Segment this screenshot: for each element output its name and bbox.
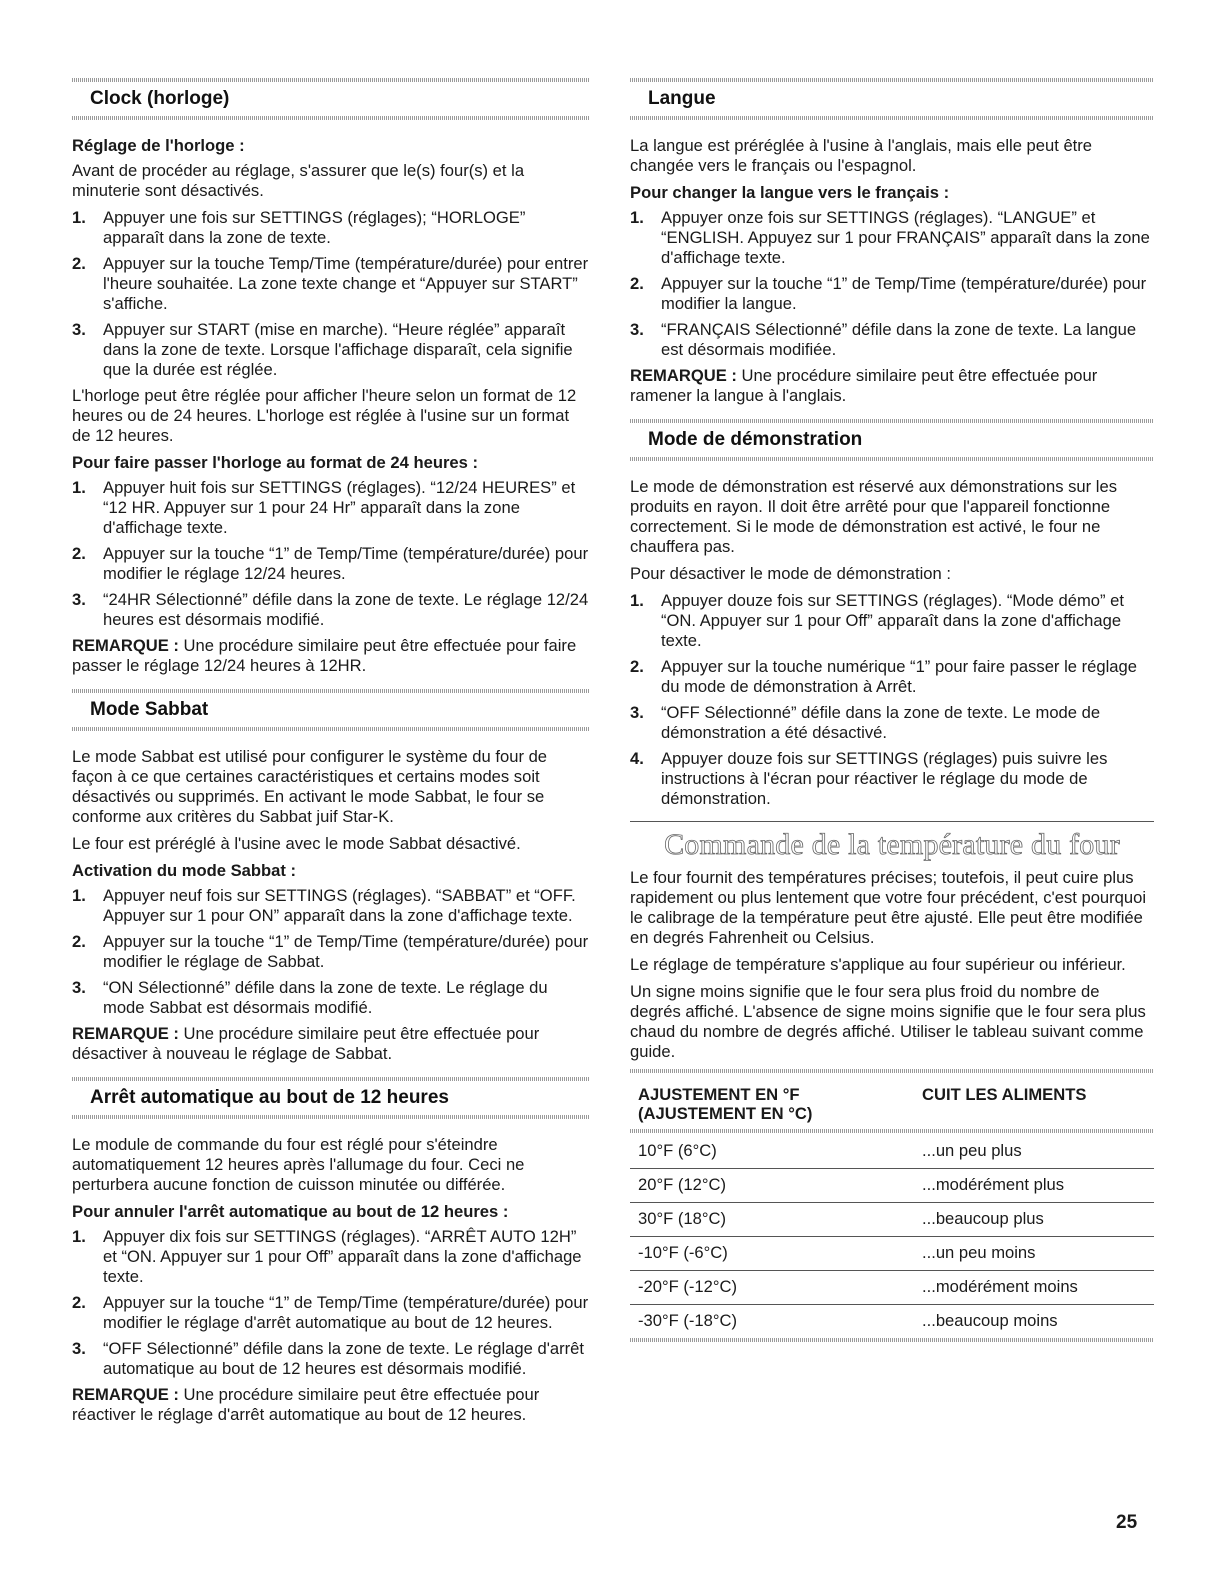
paragraph: Un signe moins signifie que le four sera plus froid du nombre de degrés affiché. L'absence de signe moins signifie que le four sera plus chaud du nombre de degrés affiché. Utiliser le tableau suivant comme guide. (630, 982, 1146, 1061)
paragraph: L'horloge peut être réglée pour afficher l'heure selon un format de 12 heures ou de 24 heures. L'horloge est réglée à l'usine sur un format de 12 heures. (72, 386, 577, 445)
list-item: 1. Appuyer huit fois sur SETTINGS (réglages). “12/24 HEURES” et “12 HR. Appuyer sur 1 pour 24 Hr” apparaît dans la zone d'affichage texte. (72, 478, 576, 537)
subheading: Réglage de l'horloge : (72, 136, 245, 155)
table-row: 10°F (6°C) ...un peu plus (630, 1135, 1154, 1169)
subheading: Pour annuler l'arrêt automatique au bout de 12 heures : (72, 1202, 509, 1221)
list-item: 2. Appuyer sur la touche numérique “1” pour faire passer le réglage du mode de démonstration à Arrêt. (630, 657, 1137, 696)
section-title: Clock (horloge) (90, 88, 230, 109)
section-title: Langue (648, 88, 716, 109)
section-header-demo (630, 413, 1154, 467)
section-title: Mode de démonstration (648, 429, 863, 450)
table-top-rule (630, 1069, 1154, 1073)
left-column (72, 72, 590, 1432)
paragraph: La langue est préréglée à l'usine à l'anglais, mais elle peut être changée vers le français ou l'espagnol. (630, 136, 1093, 175)
paragraph: Le four fournit des températures précises; toutefois, il peut cuire plus rapidement ou plus lentement que votre four précédent, c'est pourquoi le calibrage de la température peut être ajusté. Elle peut être modifiée en degrés Fahrenheit ou Celsius. (630, 868, 1147, 947)
list-item: 2. Appuyer sur la touche Temp/Time (température/durée) pour entrer l'heure souhaitée. La zone texte change et “Appuyer sur START” s'affiche. (72, 254, 589, 313)
steps-list (630, 591, 1154, 809)
table-header-row (630, 1077, 1154, 1130)
list-item: 2. Appuyer sur la touche “1” de Temp/Time (température/durée) pour modifier la langue. (630, 274, 1147, 313)
section-title: Mode Sabbat (90, 699, 209, 720)
major-section-title: Commande de la température du four (664, 828, 1120, 861)
column-header-adjustment: AJUSTEMENT EN °F (AJUSTEMENT EN °C) (638, 1085, 813, 1123)
list-item: 2. Appuyer sur la touche “1” de Temp/Time (température/durée) pour modifier le réglage de Sabbat. (72, 932, 589, 971)
table-row: 30°F (18°C) ...beaucoup plus (630, 1203, 1154, 1237)
right-column (630, 72, 1154, 1342)
section-header-langue (630, 72, 1154, 126)
subheading: Pour changer la langue vers le français : (630, 183, 950, 202)
section-title: Arrêt automatique au bout de 12 heures (90, 1087, 449, 1108)
paragraph: Le module de commande du four est réglé pour s'éteindre automatiquement 12 heures après l'allumage du four. Ceci ne perturbera aucune fonction de cuisson minutée ou différée. (72, 1135, 525, 1194)
remark: REMARQUE : Une procédure similaire peut être effectuée pour ramener la langue à l'anglais. (630, 366, 1098, 405)
list-item: 3. “OFF Sélectionné” défile dans la zone de texte. Le réglage d'arrêt automatique au bout de 12 heures est désormais modifié. (72, 1339, 584, 1378)
table-row: -30°F (-18°C) ...beaucoup moins (638, 1311, 1058, 1330)
steps-list (72, 208, 590, 380)
subheading: Activation du mode Sabbat : (72, 861, 297, 880)
list-item: 3. “24HR Sélectionné” défile dans la zone de texte. Le réglage 12/24 heures est désormais modifié. (72, 590, 589, 629)
section-header-clock (72, 72, 590, 126)
table-bottom-rule (630, 1338, 1154, 1342)
list-item: 1. Appuyer neuf fois sur SETTINGS (réglages). “SABBAT” et “OFF. Appuyer sur 1 pour ON” apparaît dans la zone d'affichage texte. (72, 886, 576, 925)
subheading: Pour faire passer l'horloge au format de 24 heures : (72, 453, 479, 472)
table-row: 20°F (12°C) ...modérément plus (630, 1169, 1154, 1203)
section-header-sabbat (72, 683, 590, 737)
list-item: 4. Appuyer douze fois sur SETTINGS (réglages) puis suivre les instructions à l'écran pour réactiver le réglage du mode de démonstration. (630, 749, 1108, 808)
list-item: 2. Appuyer sur la touche “1” de Temp/Time (température/durée) pour modifier le réglage 12/24 heures. (72, 544, 589, 583)
paragraph: Le réglage de température s'applique au four supérieur ou inférieur. (630, 955, 1126, 974)
list-item: 3. Appuyer sur START (mise en marche). “Heure réglée” apparaît dans la zone de texte. Lorsque l'affichage disparaît, cela signifie que la durée est réglée. (72, 320, 573, 379)
remark: REMARQUE : Une procédure similaire peut être effectuée pour faire passer le réglage 12/24 heures à 12HR. (72, 636, 577, 675)
list-item: 1. Appuyer onze fois sur SETTINGS (réglages). “LANGUE” et “ENGLISH. Appuyez sur 1 pour FRANÇAIS” apparaît dans la zone d'affichage texte. (630, 208, 1150, 267)
list-item: 3. “FRANÇAIS Sélectionné” défile dans la zone de texte. La langue est désormais modifiée. (630, 320, 1137, 359)
table-header-rule (630, 1129, 1154, 1133)
paragraph: Le four est préréglé à l'usine avec le mode Sabbat désactivé. (72, 834, 521, 853)
list-item: 1. Appuyer une fois sur SETTINGS (réglages); “HORLOGE” apparaît dans la zone de texte. (72, 208, 526, 247)
list-item: 3. “ON Sélectionné” défile dans la zone de texte. Le réglage du mode Sabbat est désormais modifié. (72, 978, 548, 1017)
paragraph: Pour désactiver le mode de démonstration : (630, 564, 951, 583)
steps-list (72, 886, 590, 1018)
adjustment-table-body (630, 1135, 1154, 1338)
section-divider (630, 821, 1154, 822)
table-row: -20°F (-12°C) ...modérément moins (630, 1271, 1154, 1305)
list-item: 1. Appuyer douze fois sur SETTINGS (réglages). “Mode démo” et “ON. Appuyer sur 1 pour Off” apparaît dans la zone d'affichage texte. (630, 591, 1124, 650)
table-row: -10°F (-6°C) ...un peu moins (630, 1237, 1154, 1271)
paragraph: Avant de procéder au réglage, s'assurer que le(s) four(s) et la minuterie sont désactivés. (72, 161, 525, 200)
paragraph: Le mode de démonstration est réservé aux démonstrations sur les produits en rayon. Il doit être arrêté pour que l'appareil fonctionne correctement. Si le mode de démonstration est activé, le four ne chauffera pas. (630, 477, 1118, 556)
remark: REMARQUE : Une procédure similaire peut être effectuée pour réactiver le réglage d'arrêt automatique au bout de 12 heures. (72, 1385, 540, 1424)
adjustment-table (630, 1075, 1154, 1129)
steps-list (72, 1227, 590, 1379)
section-header-arret (72, 1071, 590, 1125)
paragraph: Le mode Sabbat est utilisé pour configurer le système du four de façon à ce que certaines caractéristiques et certains modes soit désactivés ou supprimés. En activant le mode Sabbat, le four se conforme aux critères du Sabbat juif Star-K. (72, 747, 548, 826)
remark: REMARQUE : Une procédure similaire peut être effectuée pour désactiver à nouveau le réglage de Sabbat. (72, 1024, 540, 1063)
page-number: 25 (1116, 1512, 1138, 1533)
list-item: 3. “OFF Sélectionné” défile dans la zone de texte. Le mode de démonstration a été désactivé. (630, 703, 1101, 742)
column-header-effect: CUIT LES ALIMENTS (922, 1085, 1087, 1104)
steps-list (72, 478, 590, 630)
list-item: 2. Appuyer sur la touche “1” de Temp/Time (température/durée) pour modifier le réglage d'arrêt automatique au bout de 12 heures. (72, 1293, 589, 1332)
steps-list (630, 208, 1154, 360)
list-item: 1. Appuyer dix fois sur SETTINGS (réglages). “ARRÊT AUTO 12H” et “ON. Appuyer sur 1 pour Off” apparaît dans la zone d'affichage texte. (72, 1227, 582, 1286)
